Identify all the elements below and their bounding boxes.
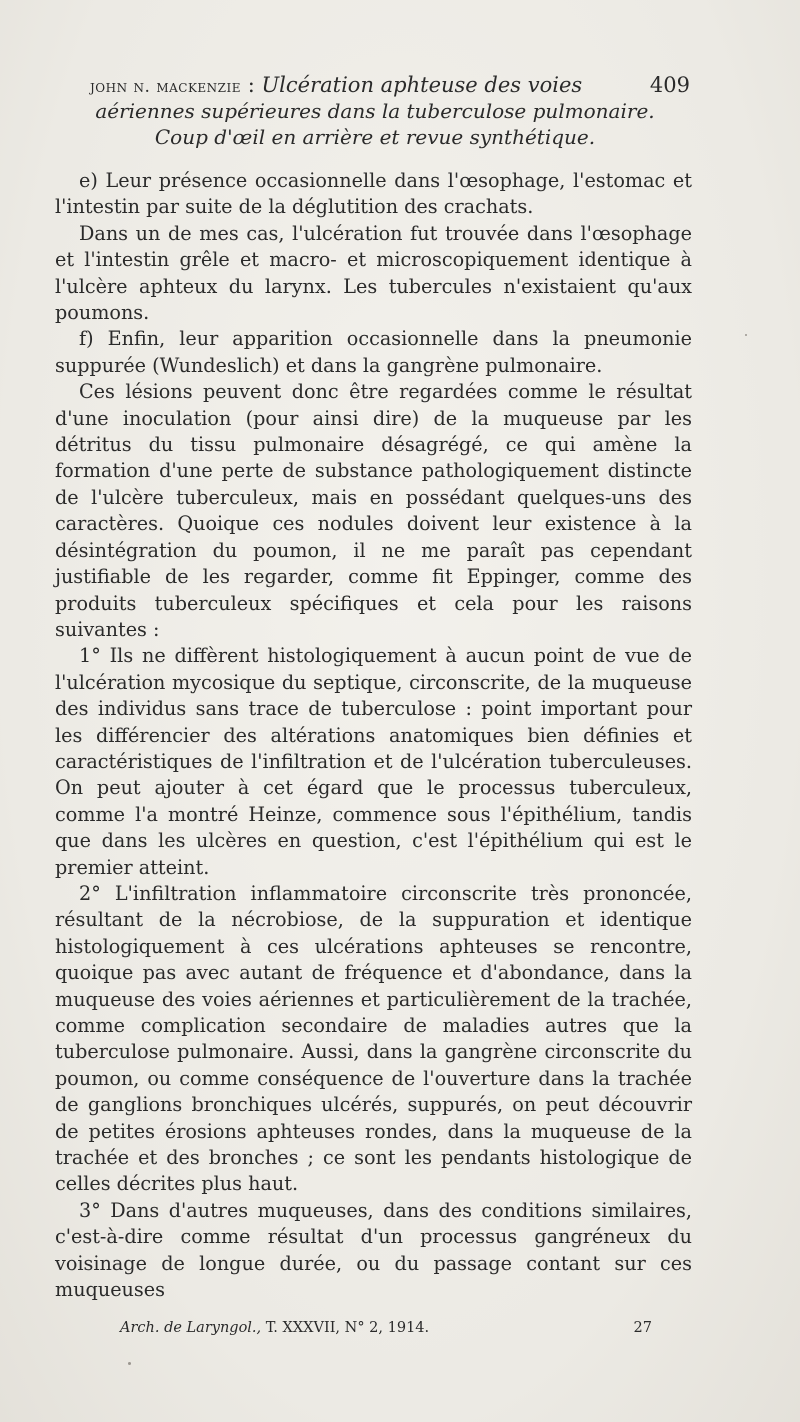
header-author: john n. mackenzie: [90, 77, 242, 97]
running-header: [90, 72, 690, 100]
paragraph: Dans un de mes cas, l'ulcération fut trouvée dans l'œsophage et l'intestin grêle et macro- et microscopiquement identique à l'ulcère aphteux du larynx. Les tubercules n'existaient qu'aux poumons.: [55, 221, 692, 325]
footer-journal: Arch. de Laryngol.,: [120, 1320, 262, 1336]
header-title-part2: aériennes supérieures dans la tuberculose pulmonaire.: [95, 99, 655, 123]
paragraph: Ces lésions peuvent donc être regardées comme le résultat d'une inoculation (pour ainsi dire) de la muqueuse par les détritus du tissu pulmonaire désagrégé, ce qui amène la formation d'une perte de substance pathologiquement distincte de l'ulcère tuberculeux, mais en possédant quelques-uns des caractères. Quoique ces nodules doivent leur existence à la désintégration du poumon, il ne me paraît pas cependant justifiable de les regarder, comme fit Eppinger, comme des produits tuberculeux spécifiques et cela pour les raisons suivantes :: [55, 380, 692, 641]
signature-mark: 27: [633, 1320, 652, 1336]
paragraph: 1° Ils ne diffèrent histologiquement à aucun point de vue de l'ulcération mycosique du septique, circonscrite, de la muqueuse des individus sans trace de tuberculose : point important pour les différencier des altérations anatomiques bien définies et caractéristiques de l'infiltration et de l'ulcération tuberculeuses. On peut ajouter à cet égard que le processus tuberculeux, comme l'a montré Heinze, commence sous l'épithélium, tandis que dans les ulcères en question, c'est l'épithélium qui est le premier atteint.: [55, 644, 692, 879]
page-footer: [120, 1318, 652, 1338]
paragraph: 2° L'infiltration inflammatoire circonscrite très prononcée, résultant de la nécrobiose, de la suppuration et identique histologiquement à ces ulcérations aphteuses se rencontre, quoique pas avec autant de fréquence et d'abondance, dans la muqueuse des voies aériennes et particulièrement de la trachée, comme complication secondaire de maladies autres que la tuberculose pulmonaire. Aussi, dans la gangrène circonscrite du poumon, ou comme conséquence de l'ouverture dans la trachée de ganglions bronchiques ulcérés, suppurés, on peut découvrir de petites érosions aphteuses rondes, dans la muqueuse de la trachée et des bronches ; ce sont les pendants histologique de celles décrites plus haut.: [55, 881, 692, 1196]
page-number: 409: [649, 73, 690, 97]
paper-speck: [745, 334, 747, 336]
footer-volume: T. XXXVII, N° 2, 1914.: [265, 1320, 430, 1336]
paragraph: e) Leur présence occasionnelle dans l'œsophage, l'estomac et l'intestin par suite de la déglutition des crachats.: [55, 169, 692, 219]
paragraph: f) Enfin, leur apparition occasionnelle dans la pneumonie suppurée (Wundeslich) et dans la gangrène pulmonaire.: [55, 327, 692, 377]
body-text: [55, 168, 692, 1303]
paragraph: 3° Dans d'autres muqueuses, dans des conditions similaires, c'est-à-dire comme résultat d'un processus gangréneux du voisinage de longue durée, ou du passage contant sur ces muqueuses: [55, 1198, 692, 1302]
header-title-part3: Coup d'œil en arrière et revue synthétique.: [154, 125, 596, 149]
header-separator: :: [247, 73, 255, 97]
header-title-part1: Ulcération aphteuse des voies: [261, 73, 583, 97]
paper-speck: [128, 1362, 131, 1365]
